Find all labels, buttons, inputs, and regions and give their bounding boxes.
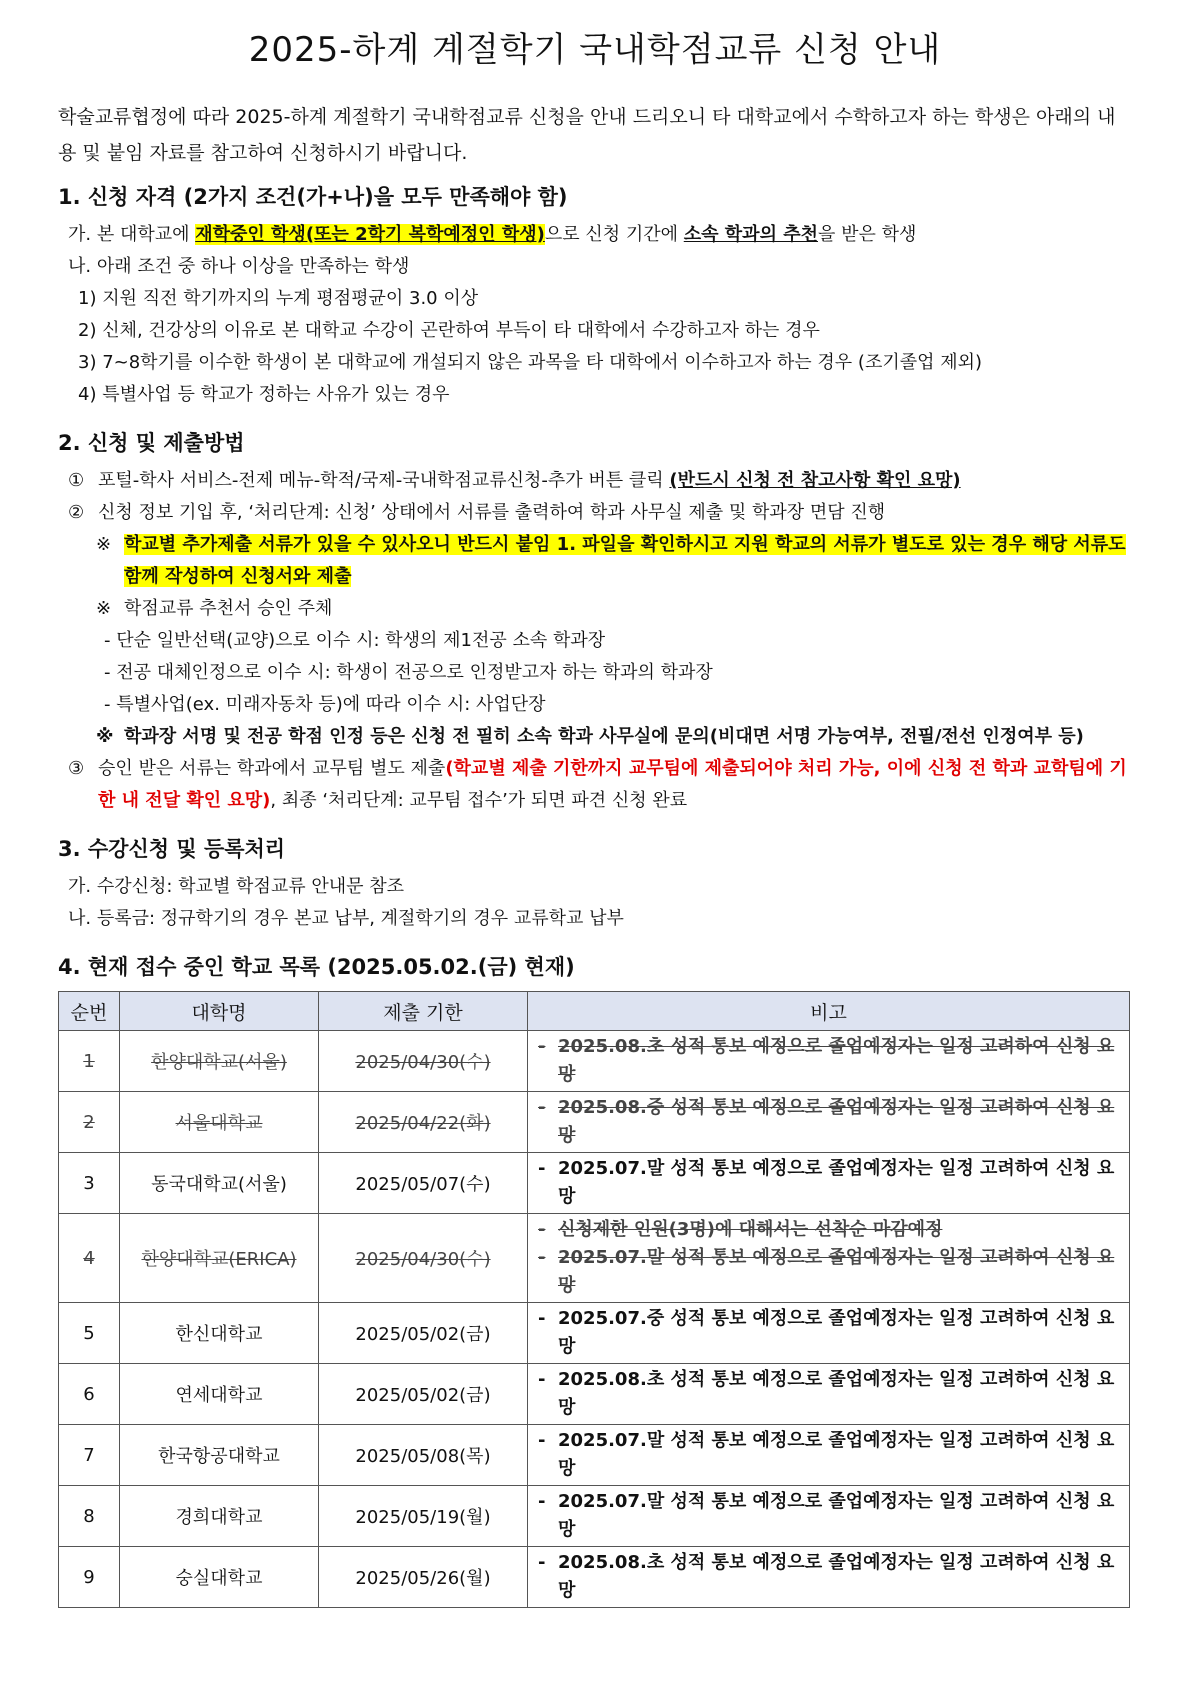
page-title: 2025-하계 계절학기 국내학점교류 신청 안내 bbox=[248, 30, 942, 70]
cell-no-text: 3 bbox=[83, 1172, 95, 1194]
table-row bbox=[59, 1153, 1130, 1214]
col-header-no: 순번 bbox=[59, 992, 120, 1031]
note-extra-documents bbox=[58, 529, 1132, 593]
cell-university bbox=[120, 1425, 319, 1486]
note-text: 2025.08.초 성적 통보 예정으로 졸업예정자는 일정 고려하여 신청 요망 bbox=[558, 1552, 1115, 1601]
step-2 bbox=[58, 497, 1132, 529]
note-line bbox=[538, 1488, 1119, 1544]
cell-university bbox=[120, 1214, 319, 1303]
cell-deadline-text: 2025/05/02(금) bbox=[355, 1324, 491, 1345]
ga-highlight: 재학중인 학생(또는 2학기 복학예정인 학생) bbox=[195, 224, 545, 245]
section-3-heading: 3. 수강신청 및 등록처리 bbox=[58, 837, 286, 861]
cell-no-text: 8 bbox=[83, 1505, 95, 1527]
cell-notes bbox=[528, 1547, 1130, 1608]
eligibility-na: 나. 아래 조건 중 하나 이상을 만족하는 학생 bbox=[68, 256, 410, 277]
note-line bbox=[538, 1244, 1119, 1300]
cell-deadline-text: 2025/05/02(금) bbox=[355, 1385, 491, 1406]
note-department-inquiry-text: 학과장 서명 및 전공 학점 인정 등은 신청 전 필히 소속 학과 사무실에 문의(비대면 서명 가능여부, 전필/전선 인정여부 등) bbox=[124, 726, 1084, 747]
note-mark: ※ bbox=[96, 598, 112, 619]
note-line bbox=[538, 1094, 1119, 1150]
step-1-text: 포털-학사 서비스-전제 메뉴-학적/국제-국내학점교류신청-추가 버튼 클릭 bbox=[98, 470, 670, 491]
cell-notes bbox=[528, 1092, 1130, 1153]
cell-university-text: 한국항공대학교 bbox=[158, 1446, 280, 1467]
cell-deadline bbox=[319, 1303, 528, 1364]
note-line bbox=[538, 1366, 1119, 1422]
cell-no-text: 7 bbox=[83, 1444, 95, 1466]
cell-university bbox=[120, 1092, 319, 1153]
cell-deadline-text: 2025/04/22(화) bbox=[355, 1113, 491, 1134]
note-dash: - bbox=[538, 1036, 546, 1057]
cell-university bbox=[120, 1031, 319, 1092]
intro-paragraph: 학술교류협정에 따라 2025-하계 계절학기 국내학점교류 신청을 안내 드리오니 타 대학교에서 수학하고자 하는 학생은 아래의 내용 및 붙임 자료를 참고하여 신청하시기 바랍니다. bbox=[58, 106, 1116, 164]
university-table bbox=[58, 991, 1130, 1608]
cell-notes bbox=[528, 1031, 1130, 1092]
section-2-heading: 2. 신청 및 제출방법 bbox=[58, 431, 245, 455]
note-text: 2025.07.말 성적 통보 예정으로 졸업예정자는 일정 고려하여 신청 요망 bbox=[558, 1491, 1115, 1540]
cell-deadline bbox=[319, 1425, 528, 1486]
note-dash: - bbox=[538, 1247, 546, 1268]
cell-university-text: 서울대학교 bbox=[175, 1113, 263, 1134]
cell-university bbox=[120, 1364, 319, 1425]
cell-university bbox=[120, 1153, 319, 1214]
cell-university bbox=[120, 1486, 319, 1547]
note-text: 신청제한 인원(3명)에 대해서는 선착순 마감예정 bbox=[558, 1219, 943, 1240]
note-line bbox=[538, 1033, 1119, 1089]
cell-no-text: 6 bbox=[83, 1383, 95, 1405]
step-2-mark: ② bbox=[68, 502, 85, 523]
note-mark: ※ bbox=[96, 534, 112, 555]
cell-deadline bbox=[319, 1547, 528, 1608]
note-text: 2025.07.말 성적 통보 예정으로 졸업예정자는 일정 고려하여 신청 요망 bbox=[558, 1430, 1115, 1479]
cell-no-text: 9 bbox=[83, 1566, 95, 1588]
col-header-deadline: 제출 기한 bbox=[319, 992, 528, 1031]
cell-no-text: 5 bbox=[83, 1322, 95, 1344]
table-row bbox=[59, 1486, 1130, 1547]
ga-mid: 으로 신청 기간에 bbox=[544, 224, 684, 245]
note-dash: - bbox=[538, 1491, 546, 1512]
note-line bbox=[538, 1549, 1119, 1605]
cell-university-text: 연세대학교 bbox=[175, 1385, 263, 1406]
note-dash: - bbox=[538, 1308, 546, 1329]
eligibility-item: 3) 7~8학기를 이수한 학생이 본 대학교에 개설되지 않은 과목을 타 대학에서 이수하고자 하는 경우 (조기졸업 제외) bbox=[78, 352, 983, 373]
step-3-text: 승인 받은 서류는 학과에서 교무팀 별도 제출 bbox=[98, 758, 446, 779]
cell-notes bbox=[528, 1364, 1130, 1425]
note-approver bbox=[58, 593, 1132, 625]
eligibility-item: 1) 지원 직전 학기까지의 누계 평점평균이 3.0 이상 bbox=[78, 288, 479, 309]
note-text: 2025.08.초 성적 통보 예정으로 졸업예정자는 일정 고려하여 신청 요망 bbox=[558, 1369, 1115, 1418]
cell-deadline bbox=[319, 1214, 528, 1303]
step-2-text: 신청 정보 기입 후, ‘처리단계: 신청’ 상태에서 서류를 출력하여 학과 사무실 제출 및 학과장 면담 진행 bbox=[98, 502, 886, 523]
step-3-warning: (학교별 제출 기한까지 교무팀에 제출되어야 처리 가능, 이에 신청 전 학과 교학팀에 기한 내 전달 확인 요망) bbox=[98, 758, 1127, 811]
step-1-mark: ① bbox=[68, 470, 85, 491]
cell-no-text: 2 bbox=[83, 1111, 95, 1133]
cell-notes bbox=[528, 1425, 1130, 1486]
note-dash: - bbox=[538, 1097, 546, 1118]
approver-item: - 전공 대체인정으로 이수 시: 학생이 전공으로 인정받고자 하는 학과의 학과장 bbox=[104, 662, 713, 683]
note-text: 2025.07.말 성적 통보 예정으로 졸업예정자는 일정 고려하여 신청 요망 bbox=[558, 1247, 1115, 1296]
note-dash: - bbox=[538, 1552, 546, 1573]
cell-university-text: 숭실대학교 bbox=[175, 1568, 263, 1589]
cell-no bbox=[59, 1214, 120, 1303]
cell-no bbox=[59, 1153, 120, 1214]
col-header-notes: 비고 bbox=[528, 992, 1130, 1031]
registration-item: 가. 수강신청: 학교별 학점교류 안내문 참조 bbox=[68, 876, 404, 897]
table-body bbox=[59, 1031, 1130, 1608]
cell-university bbox=[120, 1303, 319, 1364]
note-mark: ※ bbox=[96, 726, 114, 747]
ga-underline: 소속 학과의 추천 bbox=[683, 224, 818, 245]
note-dash: - bbox=[538, 1219, 546, 1240]
cell-deadline-text: 2025/04/30(수) bbox=[355, 1052, 491, 1073]
note-dash: - bbox=[538, 1369, 546, 1390]
cell-deadline bbox=[319, 1031, 528, 1092]
note-text: 2025.08.초 성적 통보 예정으로 졸업예정자는 일정 고려하여 신청 요망 bbox=[558, 1036, 1115, 1085]
step-3 bbox=[58, 753, 1132, 817]
cell-university-text: 동국대학교(서울) bbox=[151, 1174, 287, 1195]
table-row bbox=[59, 1547, 1130, 1608]
cell-no bbox=[59, 1092, 120, 1153]
cell-notes bbox=[528, 1486, 1130, 1547]
col-header-university: 대학명 bbox=[120, 992, 319, 1031]
table-row bbox=[59, 1425, 1130, 1486]
cell-deadline-text: 2025/05/26(월) bbox=[355, 1568, 491, 1589]
registration-item: 나. 등록금: 정규학기의 경우 본교 납부, 계절학기의 경우 교류학교 납부 bbox=[68, 908, 624, 929]
cell-deadline-text: 2025/05/19(월) bbox=[355, 1507, 491, 1528]
cell-no-text: 4 bbox=[83, 1247, 95, 1269]
eligibility-item: 4) 특별사업 등 학교가 정하는 사유가 있는 경우 bbox=[78, 384, 450, 405]
section-1-heading: 1. 신청 자격 (2가지 조건(가+나)을 모두 만족해야 함) bbox=[58, 185, 568, 209]
cell-university-text: 한신대학교 bbox=[175, 1324, 263, 1345]
cell-notes bbox=[528, 1214, 1130, 1303]
table-row bbox=[59, 1092, 1130, 1153]
cell-university-text: 한양대학교(ERICA) bbox=[141, 1249, 297, 1270]
step-1 bbox=[58, 465, 1132, 497]
approver-item: - 특별사업(ex. 미래자동차 등)에 따라 이수 시: 사업단장 bbox=[104, 694, 546, 715]
note-line bbox=[538, 1305, 1119, 1361]
table-row bbox=[59, 1303, 1130, 1364]
note-text: 2025.07.말 성적 통보 예정으로 졸업예정자는 일정 고려하여 신청 요망 bbox=[558, 1158, 1115, 1207]
cell-no-text: 1 bbox=[83, 1050, 95, 1072]
section-4-heading: 4. 현재 접수 중인 학교 목록 (2025.05.02.(금) 현재) bbox=[58, 955, 575, 979]
cell-no bbox=[59, 1547, 120, 1608]
note-dash: - bbox=[538, 1158, 546, 1179]
cell-deadline bbox=[319, 1364, 528, 1425]
note-line bbox=[538, 1427, 1119, 1483]
note-text: 2025.08.중 성적 통보 예정으로 졸업예정자는 일정 고려하여 신청 요망 bbox=[558, 1097, 1115, 1146]
eligibility-item: 2) 신체, 건강상의 이유로 본 대학교 수강이 곤란하여 부득이 타 대학에서 수강하고자 하는 경우 bbox=[78, 320, 820, 341]
cell-no bbox=[59, 1486, 120, 1547]
cell-deadline-text: 2025/04/30(수) bbox=[355, 1249, 491, 1270]
note-extra-documents-text: 학교별 추가제출 서류가 있을 수 있사오니 반드시 붙임 1. 파일을 확인하시고 지원 학교의 서류가 별도로 있는 경우 해당 서류도 함께 작성하여 신청서와 제출 bbox=[124, 534, 1126, 587]
note-department-inquiry bbox=[58, 721, 1132, 753]
note-text: 2025.07.중 성적 통보 예정으로 졸업예정자는 일정 고려하여 신청 요망 bbox=[558, 1308, 1115, 1357]
cell-notes bbox=[528, 1153, 1130, 1214]
cell-deadline-text: 2025/05/07(수) bbox=[355, 1174, 491, 1195]
approver-item: - 단순 일반선택(교양)으로 이수 시: 학생의 제1전공 소속 학과장 bbox=[104, 630, 606, 651]
cell-no bbox=[59, 1364, 120, 1425]
cell-university-text: 경희대학교 bbox=[175, 1507, 263, 1528]
note-approver-text: 학점교류 추천서 승인 주체 bbox=[124, 598, 333, 619]
cell-notes bbox=[528, 1303, 1130, 1364]
note-dash: - bbox=[538, 1430, 546, 1451]
cell-deadline bbox=[319, 1486, 528, 1547]
cell-deadline bbox=[319, 1092, 528, 1153]
cell-deadline bbox=[319, 1153, 528, 1214]
table-header-row bbox=[59, 992, 1130, 1031]
cell-university bbox=[120, 1547, 319, 1608]
table-row bbox=[59, 1364, 1130, 1425]
cell-no bbox=[59, 1031, 120, 1092]
ga-prefix: 가. 본 대학교에 bbox=[68, 224, 196, 245]
cell-no bbox=[59, 1303, 120, 1364]
table-row bbox=[59, 1214, 1130, 1303]
ga-suffix: 을 받은 학생 bbox=[818, 224, 917, 245]
cell-no bbox=[59, 1425, 120, 1486]
cell-deadline-text: 2025/05/08(목) bbox=[355, 1446, 491, 1467]
eligibility-ga bbox=[58, 219, 1132, 251]
step-3-suffix: , 최종 ‘처리단계: 교무팀 접수’가 되면 파견 신청 완료 bbox=[270, 790, 688, 811]
note-line bbox=[538, 1216, 1119, 1244]
table-row bbox=[59, 1031, 1130, 1092]
cell-university-text: 한양대학교(서울) bbox=[151, 1052, 287, 1073]
step-1-emphasis: (반드시 신청 전 참고사항 확인 요망) bbox=[669, 470, 961, 491]
step-3-mark: ③ bbox=[68, 758, 85, 779]
note-line bbox=[538, 1155, 1119, 1211]
